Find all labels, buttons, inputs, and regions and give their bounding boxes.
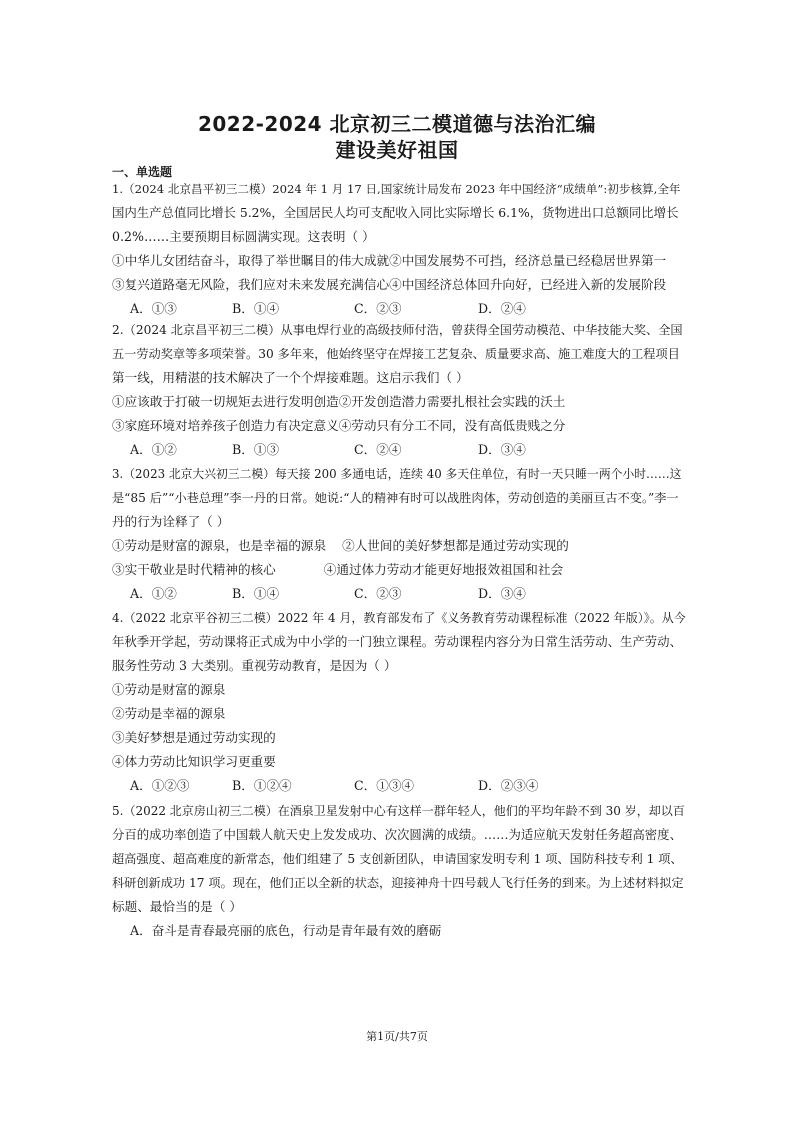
- option-c[interactable]: C．②③: [354, 586, 402, 601]
- option-c[interactable]: C．②④: [354, 442, 402, 457]
- question-line: 年秋季开学起，劳动课将正式成为中小学的一门独立课程。劳动课程内容分为日常生活劳动、生产劳动、: [112, 634, 682, 649]
- answer-options: [112, 774, 686, 798]
- option-b[interactable]: B．①③: [232, 442, 280, 457]
- question-4: [112, 606, 686, 798]
- option-c[interactable]: C．②③: [354, 301, 402, 316]
- option-c[interactable]: C．①③④: [354, 778, 415, 793]
- option-a[interactable]: A．奋斗是青春最亮丽的底色，行动是青年最有效的磨砺: [130, 923, 442, 938]
- option-d[interactable]: D．②③④: [478, 778, 539, 793]
- statement-line: ③复兴道路毫无风险，我们应对未来发展充满信心④中国经济总体回升向好，已经进入新的发展阶段: [112, 277, 667, 292]
- question-line: 科研创新成功 17 项。现在，他们正以全新的状态，迎接神舟十四号载人飞行任务的到来。为上述材料拟定: [112, 876, 684, 890]
- option-d[interactable]: D．③④: [478, 442, 526, 457]
- question-line: 超高强度、超高难度的新常态，他们组建了 5 支创新团队，申请国家发明专利 1 项、国防科技专利 1 项、: [112, 852, 683, 866]
- section-heading: 一、单选题: [112, 165, 173, 179]
- statement-line: ①劳动是财富的源泉，也是幸福的源泉 ②人世间的美好梦想都是通过劳动实现的: [112, 538, 569, 553]
- statement-line: ③美好梦想是通过劳动实现的: [112, 730, 276, 745]
- option-b[interactable]: B．①④: [232, 586, 280, 601]
- question-1: [112, 177, 686, 321]
- question-line: 5.（2022 北京房山初三二模）在酒泉卫星发射中心有这样一群年轻人，他们的平均年龄不到 30 岁，却以百: [112, 804, 685, 818]
- question-line: 是“85 后”“小巷总理”李一丹的日常。她说:“人的精神有时可以战胜肉体，劳动创造的美丽亘古不变。”李一: [112, 491, 679, 505]
- question-5: [112, 799, 686, 943]
- question-2: [112, 318, 686, 462]
- question-line: 4.（2022 北京平谷初三二模）2022 年 4 月，教育部发布了《义务教育劳动课程标准（2022 年版）》。从今: [112, 611, 686, 625]
- question-line: 3.（2023 北京大兴初三二模）每天接 200 多通电话，连续 40 多天住单位，有时一天只睡一两个小时……这: [112, 467, 682, 481]
- option-a[interactable]: A．①②: [130, 442, 177, 457]
- answer-options: [112, 582, 686, 606]
- question-line: 0.2%……主要预期目标圆满实现。这表明（ ）: [112, 229, 375, 244]
- statement-line: ①应该敢于打破一切规矩去进行发明创造②开发创造潜力需要扎根社会实践的沃土: [112, 394, 566, 409]
- question-line: 2.（2024 北京昌平初三二模）从事电焊行业的高级技师付浩，曾获得全国劳动模范、中华技能大奖、全国: [112, 323, 683, 337]
- statement-line: ③家庭环境对培养孩子创造力有决定意义④劳动只有分工不同，没有高低贵贱之分: [112, 418, 566, 433]
- question-line: 第一线，用精湛的技术解决了一个个焊接难题。这启示我们（ ）: [112, 370, 469, 385]
- answer-options: [112, 438, 686, 462]
- option-b[interactable]: B．①④: [232, 301, 280, 316]
- option-b[interactable]: B．①②④: [232, 778, 292, 793]
- question-line: 服务性劳动 3 大类别。重视劳动教育，是因为（ ）: [112, 658, 397, 673]
- document-subtitle: 建设美好祖国: [335, 138, 459, 162]
- statement-line: ①中华儿女团结奋斗，取得了举世瞩目的伟大成就②中国发展势不可挡，经济总量已经稳居世界第一: [112, 253, 667, 268]
- question-line: 分百的成功率创造了中国载人航天史上发发成功、次次圆满的成绩。……为适应航天发射任务超高密度、: [112, 827, 682, 842]
- option-d[interactable]: D．②④: [478, 301, 526, 316]
- page-footer: 第1页/共7页: [366, 1030, 428, 1043]
- question-line: 1.（2024 北京昌平初三二模）2024 年 1 月 17 日,国家统计局发布 2023 年中国经济“成绩单”:初步核算,全年: [112, 182, 681, 196]
- option-a[interactable]: A．①②: [130, 586, 177, 601]
- option-a[interactable]: A．①③: [130, 301, 177, 316]
- statement-line: ①劳动是财富的源泉: [112, 682, 226, 697]
- question-line: 丹的行为诠释了（ ）: [112, 514, 230, 529]
- question-line: 标题、最恰当的是（ ）: [112, 899, 242, 914]
- statement-line: ②劳动是幸福的源泉: [112, 706, 226, 721]
- question-line: 国内生产总值同比增长 5.2%，全国居民人均可支配收入同比实际增长 6.1%，货物进出口总额同比增长: [112, 205, 679, 220]
- document-title: 2022-2024 北京初三二模道德与法治汇编: [197, 112, 597, 136]
- question-line: 五一劳动奖章等多项荣誉。30 多年来，他始终坚守在焊接工艺复杂、质量要求高、施工难度大的工程项目: [112, 347, 680, 361]
- statement-line: ③实干敬业是时代精神的核心 ④通过体力劳动才能更好地报效祖国和社会: [112, 562, 564, 577]
- statement-line: ④体力劳动比知识学习更重要: [112, 754, 276, 769]
- question-3: [112, 462, 686, 606]
- option-a[interactable]: A．①②③: [130, 778, 190, 793]
- option-d[interactable]: D．③④: [478, 586, 526, 601]
